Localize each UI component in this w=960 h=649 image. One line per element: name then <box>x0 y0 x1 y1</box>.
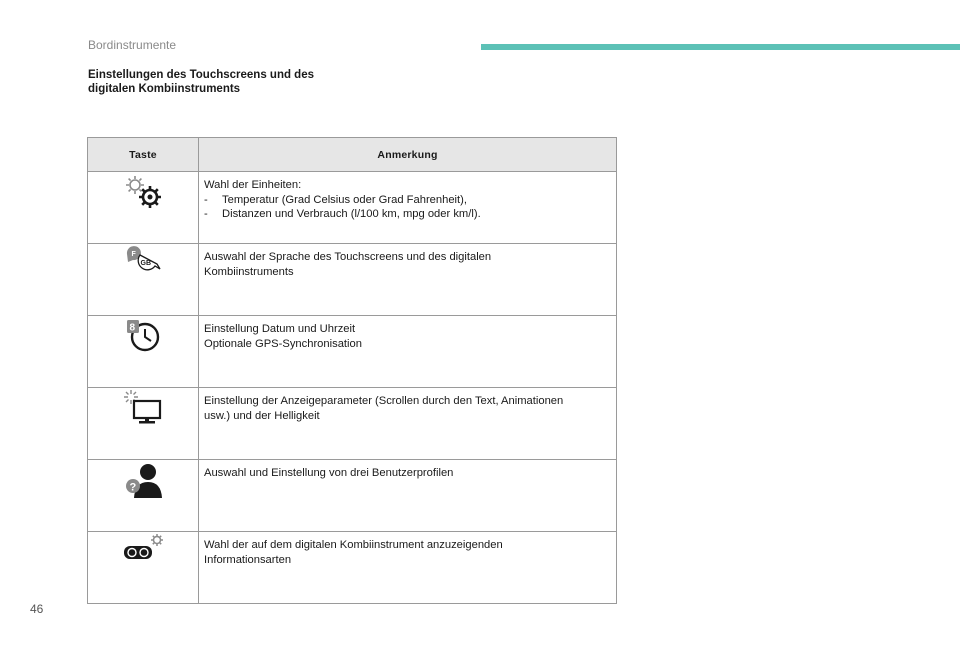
note-text: Informationsarten <box>204 554 292 566</box>
page-number: 46 <box>30 602 44 616</box>
table-row <box>88 172 617 244</box>
table-row <box>88 316 617 388</box>
instrument-cluster-settings-icon <box>120 532 166 564</box>
svg-text:GB: GB <box>140 260 151 267</box>
note-text: Wahl der Einheiten: <box>204 179 302 191</box>
gears-icon <box>121 172 165 212</box>
header-accent-bar <box>481 44 960 50</box>
key-cell <box>88 172 199 244</box>
note-cell <box>199 316 617 388</box>
display-brightness-icon <box>122 388 164 426</box>
note-text: Auswahl der Sprache des Touchscreens und des digitalen <box>204 251 492 263</box>
note-cell <box>199 172 617 244</box>
key-cell <box>88 388 199 460</box>
column-header-key: Taste <box>88 138 199 172</box>
note-text: Wahl der auf dem digitalen Kombiinstrument anzuzeigenden <box>204 539 503 551</box>
note-cell <box>199 388 617 460</box>
table-header-row <box>88 138 617 172</box>
user-profile-icon <box>122 460 164 500</box>
clock-calendar-icon <box>123 316 163 354</box>
key-cell <box>88 532 199 604</box>
language-speech-bubbles-icon <box>123 244 163 274</box>
note-cell <box>199 244 617 316</box>
bullet-item: - Temperatur (Grad Celsius oder Grad Fahrenheit), <box>204 194 467 206</box>
note-text: Kombiinstruments <box>204 266 294 278</box>
svg-text:?: ? <box>129 481 137 494</box>
running-header-title: Bordinstrumente <box>88 38 177 52</box>
settings-table <box>87 137 617 604</box>
column-header-note: Anmerkung <box>199 138 617 172</box>
section-heading: Einstellungen des Touchscreens und des digitalen Kombiinstruments <box>88 69 315 95</box>
note-cell <box>199 460 617 532</box>
key-cell <box>88 244 199 316</box>
key-cell <box>88 316 199 388</box>
table-row <box>88 460 617 532</box>
note-text: Einstellung der Anzeigeparameter (Scrollen durch den Text, Animationen <box>204 395 564 407</box>
note-text: Einstellung Datum und Uhrzeit <box>204 323 356 335</box>
note-cell <box>199 532 617 604</box>
svg-text:8: 8 <box>129 322 136 334</box>
svg-text:F: F <box>131 251 136 258</box>
bullet-item: - Distanzen und Verbrauch (l/100 km, mpg oder km/l). <box>204 208 481 220</box>
note-text: Auswahl und Einstellung von drei Benutzerprofilen <box>204 467 454 479</box>
table-row <box>88 244 617 316</box>
table-row <box>88 388 617 460</box>
note-text: usw.) und der Helligkeit <box>204 410 320 422</box>
note-text: Optionale GPS-Synchronisation <box>204 338 362 350</box>
table-row <box>88 532 617 604</box>
key-cell <box>88 460 199 532</box>
